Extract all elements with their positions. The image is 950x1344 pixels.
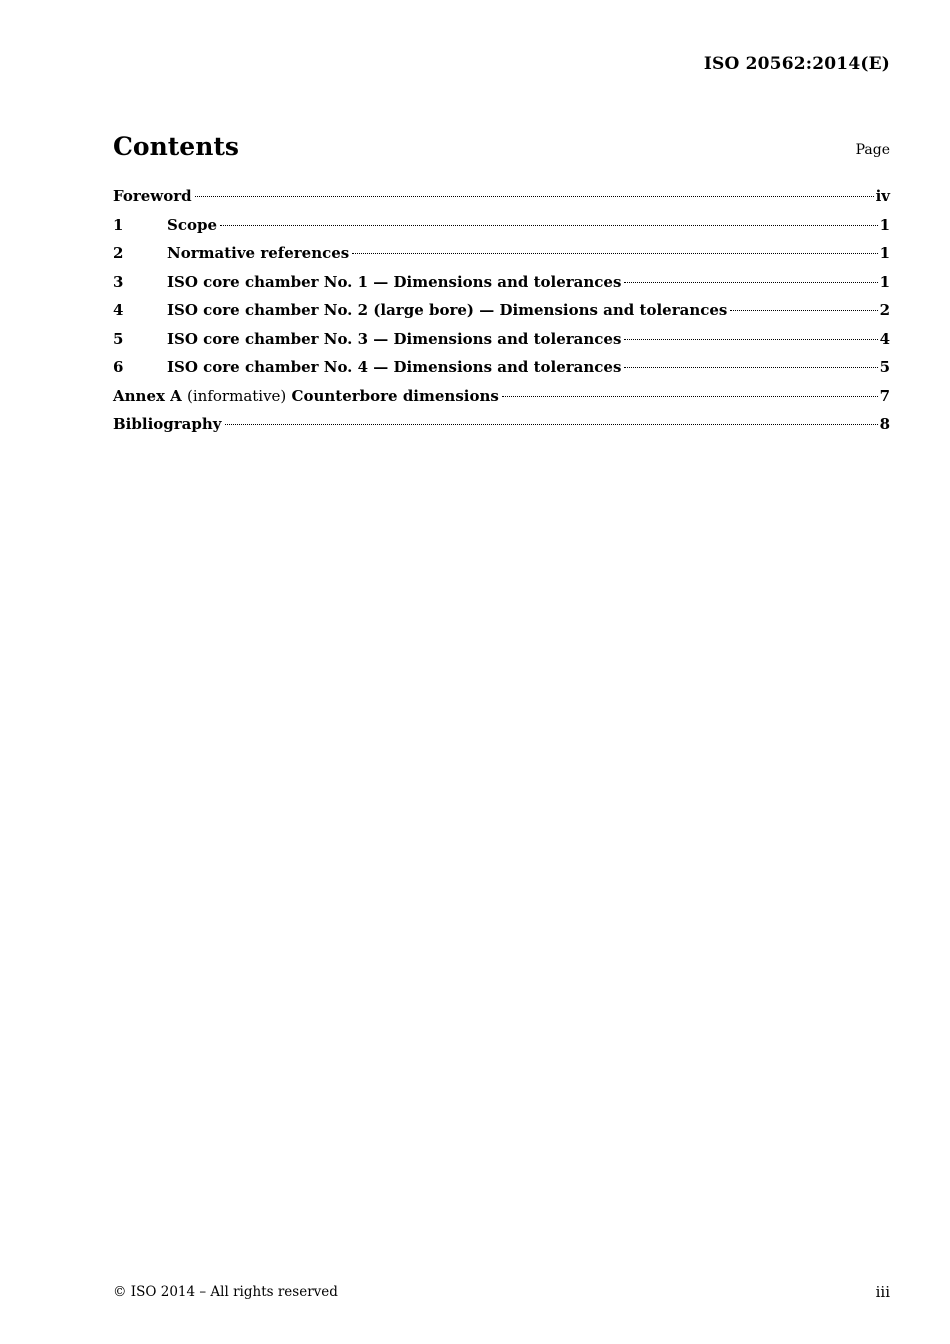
footer-copyright: © ISO 2014 – All rights reserved	[113, 1284, 338, 1300]
toc-entry-number: 5	[113, 329, 124, 348]
annex-note: (informative)	[187, 386, 287, 405]
table-of-contents	[113, 184, 890, 441]
toc-entry-core-chamber-4[interactable]	[113, 355, 890, 384]
toc-entry-number: 4	[113, 301, 124, 319]
toc-entry-number: 1	[113, 215, 124, 234]
toc-dot-leader	[730, 310, 877, 311]
toc-entry-page[interactable]: 5	[879, 358, 890, 376]
toc-dot-leader	[195, 196, 874, 197]
toc-entry-number: 2	[113, 244, 124, 262]
toc-dot-leader	[220, 225, 878, 226]
toc-entry-title[interactable]: Bibliography	[113, 415, 222, 433]
toc-dot-leader	[624, 282, 877, 283]
toc-entry-normative-references[interactable]	[113, 241, 890, 270]
page-column-label: Page	[855, 142, 890, 158]
toc-entry-core-chamber-3[interactable]	[113, 327, 890, 356]
toc-dot-leader	[624, 339, 877, 340]
toc-entry-title[interactable]: Normative references	[167, 244, 350, 262]
toc-entry-title[interactable]: Foreword	[113, 187, 192, 205]
toc-entry-page[interactable]: 2	[879, 301, 890, 319]
toc-entry-page[interactable]: 1	[879, 272, 890, 291]
toc-entry-page[interactable]: 1	[879, 215, 890, 234]
toc-entry-page[interactable]: 1	[879, 244, 890, 262]
toc-entry-title[interactable]: ISO core chamber No. 4 — Dimensions and tolerances	[167, 358, 622, 376]
toc-entry-title[interactable]: ISO core chamber No. 1 — Dimensions and tolerances	[167, 272, 622, 291]
annex-label: Annex A	[113, 386, 182, 405]
document-id: ISO 20562:2014(E)	[703, 54, 890, 74]
toc-entry-page[interactable]: iv	[875, 187, 890, 205]
toc-entry-page[interactable]: 7	[879, 386, 890, 405]
toc-entry-number: 3	[113, 272, 124, 291]
toc-entry-title-group[interactable]	[113, 384, 499, 408]
toc-entry-core-chamber-1[interactable]	[113, 270, 890, 299]
toc-entry-bibliography[interactable]	[113, 412, 890, 441]
toc-entry-page[interactable]: 4	[879, 329, 890, 348]
toc-entry-title: Counterbore dimensions	[291, 386, 499, 405]
toc-entry-title[interactable]: ISO core chamber No. 2 (large bore) — Dimensions and tolerances	[167, 301, 728, 319]
toc-entry-annex-a[interactable]	[113, 384, 890, 413]
toc-dot-leader	[502, 396, 878, 397]
toc-entry-scope[interactable]	[113, 213, 890, 242]
footer-page-number: iii	[875, 1283, 890, 1301]
toc-entry-foreword[interactable]	[113, 184, 890, 213]
toc-entry-core-chamber-2[interactable]	[113, 298, 890, 327]
toc-dot-leader	[225, 424, 878, 425]
toc-entry-page[interactable]: 8	[879, 415, 890, 433]
toc-entry-title[interactable]: Scope	[167, 215, 218, 234]
toc-entry-number: 6	[113, 358, 124, 376]
toc-dot-leader	[352, 253, 877, 254]
toc-dot-leader	[624, 367, 877, 368]
toc-entry-title[interactable]: ISO core chamber No. 3 — Dimensions and tolerances	[167, 329, 622, 348]
contents-heading: Contents	[113, 132, 240, 161]
